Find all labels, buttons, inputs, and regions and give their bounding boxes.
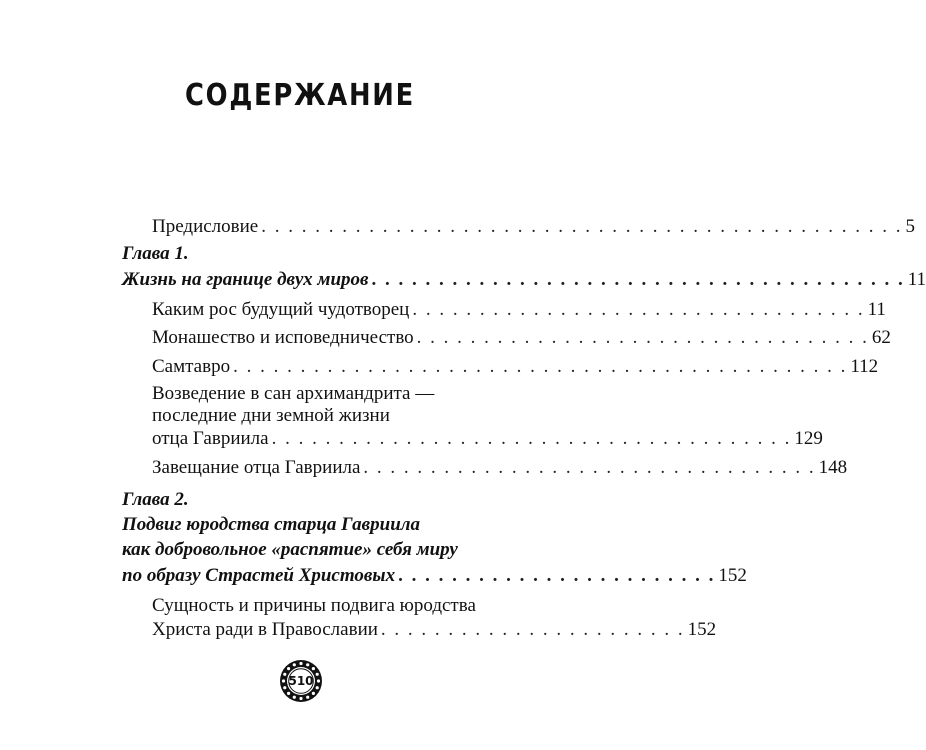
toc-entry-page: 62 [871,327,891,348]
toc-entry-label: Завещание отца Гавриила [152,457,361,478]
toc-entry-label: отца Гавриила [152,428,269,449]
chapter-2-heading: Глава 2. [122,489,189,510]
chapter-1-heading: Глава 1. [122,243,189,264]
toc-entry-label: по образу Страстей Христовых [122,565,396,586]
toc-entry-ordination-line-1: Возведение в сан архимандрита — [152,383,435,404]
leader-dots: . . . . . . . . . . . . . . . . . . . . . . . . [398,565,716,586]
toc-entry-page: 152 [718,565,747,586]
leader-dots: . . . . . . . . . . . . . . . . . . . . . . . . . . . . . . . . . . . . . . . . . . . . . . [233,356,848,377]
toc-entry-label: Самтавро [152,356,231,377]
chapter-2-title-line-2: как добровольное «распятие» себя миру [122,539,458,560]
toc-entry-page: 148 [818,457,848,478]
leader-dots: . . . . . . . . . . . . . . . . . . . . . . . . . . . . . . . . . . [416,327,869,348]
toc-entry-essence [152,618,717,642]
toc-entry-label: Предисловие [152,216,259,237]
toc-entry-preface [152,215,915,239]
toc-entry-page: 112 [850,356,879,377]
leader-dots: . . . . . . . . . . . . . . . . . . . . . . . . . . . . . . . . . . [363,457,816,478]
toc-entry-label: Монашество и исповедничество [152,327,414,348]
page-number-badge [279,659,323,703]
leader-dots: . . . . . . . . . . . . . . . . . . . . . . . . . . . . . . . . . . . . . . . . . . . . . . . . [261,216,903,237]
toc-entry-testament [152,456,848,480]
toc-entry-page: 11 [867,299,886,320]
toc-entry-chapter-2 [122,564,747,588]
toc-entry-page: 11 [907,269,926,290]
toc-entry-page: 152 [687,619,717,640]
page-number: 510 [288,674,314,688]
toc-entry-label: Жизнь на границе двух миров [122,269,369,290]
page-title: СОДЕРЖАНИЕ [185,78,415,113]
toc-entry-page: 129 [794,428,823,449]
toc-entry-page: 5 [905,216,915,237]
toc-entry-label: Христа ради в Православии [152,619,378,640]
toc-entry-samtavro [152,355,879,379]
leader-dots: . . . . . . . . . . . . . . . . . . . . . . . . . . . . . . . . . . . . . . . . [371,269,905,290]
toc-entry-ordination-line-2: последние дни земной жизни [152,405,390,426]
toc-entry-label: Каким рос будущий чудотворец [152,299,410,320]
leader-dots: . . . . . . . . . . . . . . . . . . . . . . . . . . . . . . . . . . . . . . . [271,428,792,449]
toc-entry-essence-line-1: Сущность и причины подвига юродства [152,595,476,616]
leader-dots: . . . . . . . . . . . . . . . . . . . . . . . . . . . . . . . . . . [412,299,865,320]
toc-entry-ordination [152,427,823,451]
toc-entry-monasticism [152,326,891,350]
chapter-2-title-line-1: Подвиг юродства старца Гавриила [122,514,421,535]
leader-dots: . . . . . . . . . . . . . . . . . . . . . . . [380,619,685,640]
toc-entry-childhood [152,298,886,322]
toc-entry-chapter-1 [122,268,926,292]
